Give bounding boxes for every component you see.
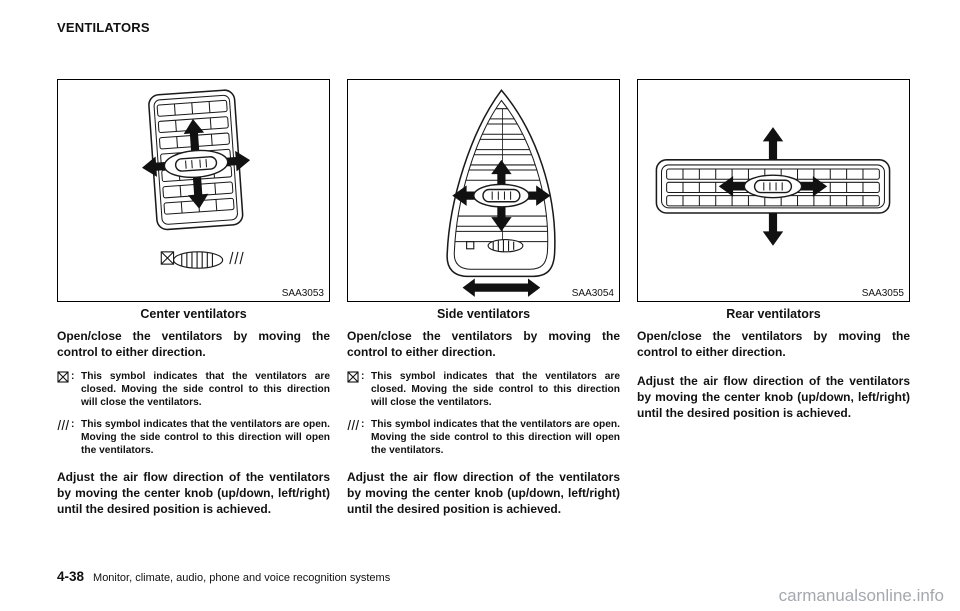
footer-section-title: Monitor, climate, audio, phone and voice recognition systems	[93, 572, 391, 584]
symbol-legend-item	[57, 418, 330, 458]
thumbwheel	[488, 240, 523, 252]
symbol-legend-item	[347, 418, 620, 458]
content-columns	[57, 79, 910, 527]
open-vent-symbol	[230, 252, 243, 264]
figure-caption: Side ventilators	[436, 307, 531, 321]
page-title: VENTILATORS	[57, 20, 150, 35]
double-arrow-icon	[463, 278, 541, 296]
adjust-paragraph: Adjust the air flow direction of the ventilators by moving the center knob (up/down, left/right) until the desired position is achieved.	[637, 373, 910, 420]
open-vent-icon	[347, 418, 361, 458]
rear-ventilator-illustration	[638, 80, 909, 301]
down-arrow-icon	[187, 175, 210, 209]
closed-vent-symbol	[161, 252, 173, 264]
figure-code: SAA3055	[859, 288, 904, 299]
figure-caption: Center ventilators	[140, 307, 247, 321]
watermark: carmanualsonline.info	[778, 586, 944, 605]
page-number: 4-38	[57, 569, 85, 584]
open-vent-icon	[57, 418, 71, 458]
symbol-separator: :	[361, 418, 365, 430]
small-detent	[467, 242, 474, 249]
figure-center-ventilator	[57, 79, 330, 302]
symbol-legend-item	[347, 370, 620, 410]
figure-caption: Rear ventilators	[726, 307, 821, 321]
up-arrow-icon	[763, 127, 783, 160]
center-ventilator-illustration	[58, 80, 329, 301]
symbol-separator: :	[361, 370, 365, 382]
figure-rear-ventilator	[637, 79, 910, 302]
figure-code: SAA3054	[569, 288, 614, 299]
symbol-description: This symbol indicates that the ventilators are open. Moving the side control to this direction will open the ventilators.	[371, 418, 620, 457]
figure-side-ventilator	[347, 79, 620, 302]
column-side-ventilators	[347, 79, 620, 527]
adjust-paragraph: Adjust the air flow direction of the ventilators by moving the center knob (up/down, left/right) until the desired position is achieved.	[347, 470, 620, 517]
symbol-legend-item	[57, 370, 330, 410]
intro-paragraph: Open/close the ventilators by moving the control to either direction.	[637, 329, 910, 359]
adjust-paragraph: Adjust the air flow direction of the ventilators by moving the center knob (up/down, left/right) until the desired position is achieved.	[57, 470, 330, 517]
center-knob	[474, 184, 529, 206]
closed-vent-icon	[57, 370, 71, 410]
center-knob	[744, 175, 801, 197]
intro-paragraph: Open/close the ventilators by moving the control to either direction.	[57, 329, 330, 359]
thumbwheel	[174, 252, 223, 268]
page-footer	[57, 569, 390, 584]
symbol-separator: :	[71, 418, 75, 430]
intro-paragraph: Open/close the ventilators by moving the control to either direction.	[347, 329, 620, 359]
symbol-description: This symbol indicates that the ventilators are closed. Moving the side control to this direction will close the ventilators.	[81, 370, 330, 409]
down-arrow-icon	[763, 213, 783, 246]
side-ventilator-illustration	[348, 80, 619, 301]
symbol-description: This symbol indicates that the ventilators are open. Moving the side control to this direction will open the ventilators.	[81, 418, 330, 457]
column-center-ventilators	[57, 79, 330, 527]
symbol-separator: :	[71, 370, 75, 382]
closed-vent-icon	[347, 370, 361, 410]
figure-code: SAA3053	[279, 288, 324, 299]
column-rear-ventilators	[637, 79, 910, 527]
symbol-description: This symbol indicates that the ventilators are closed. Moving the side control to this direction will close the ventilators.	[371, 370, 620, 409]
